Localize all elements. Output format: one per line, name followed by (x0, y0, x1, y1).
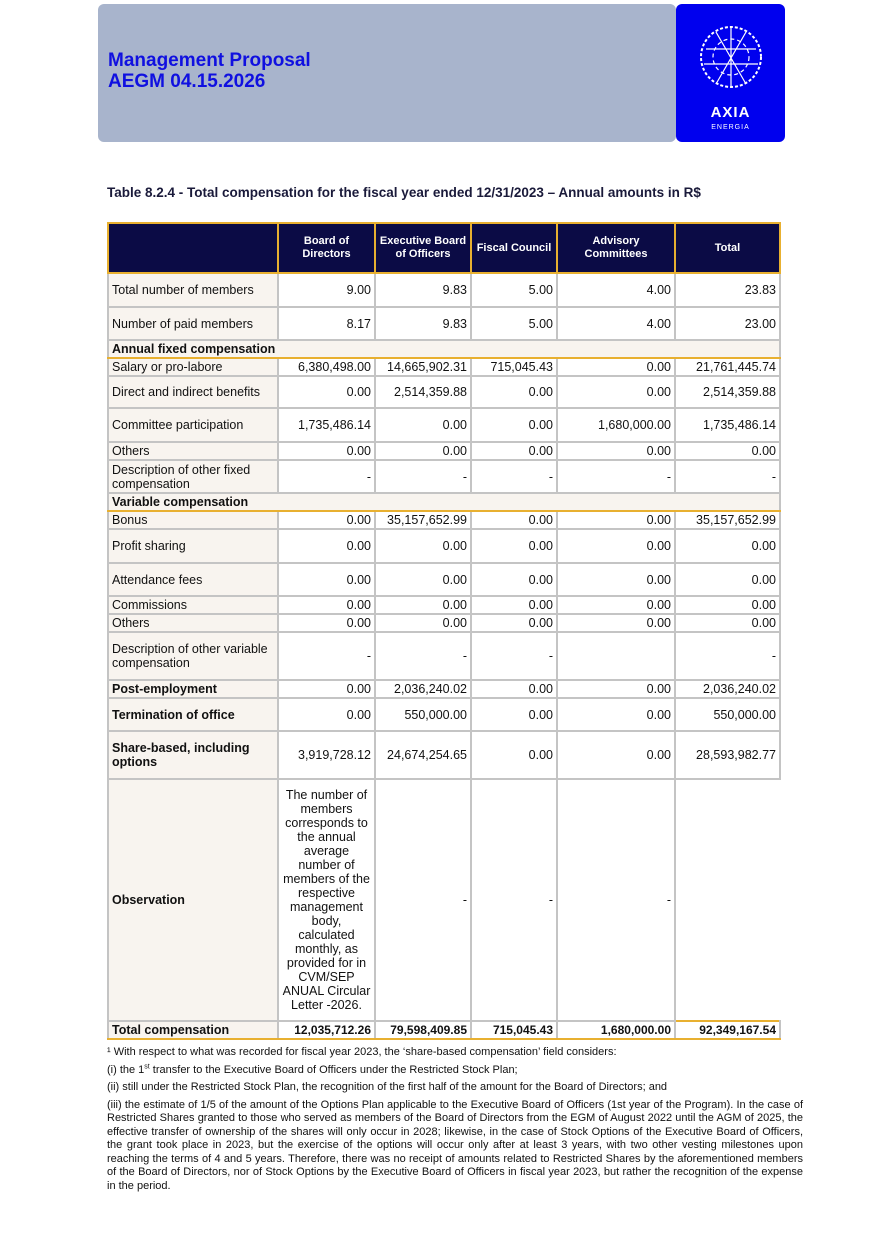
cell-value: 2,514,359.88 (375, 376, 471, 408)
section-header: Variable compensation (108, 493, 780, 511)
cell-value: 3,919,728.12 (278, 731, 375, 779)
cell-value: 24,674,254.65 (375, 731, 471, 779)
row-label: Committee participation (108, 408, 278, 442)
cell-value: 0.00 (278, 698, 375, 731)
table-row (108, 632, 780, 680)
cell-value: 0.00 (278, 442, 375, 460)
footnotes (107, 1046, 803, 1193)
cell-value: 0.00 (557, 698, 675, 731)
row-label: Commissions (108, 596, 278, 614)
table-row (108, 731, 780, 779)
cell-value: 0.00 (557, 614, 675, 632)
cell-value: 0.00 (375, 563, 471, 596)
cell-value: 715,045.43 (471, 358, 557, 376)
row-label: Others (108, 614, 278, 632)
cell-value: 0.00 (557, 680, 675, 698)
cell-value: 0.00 (471, 529, 557, 563)
observation-text: The number of members corresponds to the annual average number of members of the respective management body, calculated monthly, as provided for in CVM/SEP ANUAL Circular Letter -2026. (278, 779, 375, 1021)
cell-value: 0.00 (471, 376, 557, 408)
row-label: Total number of members (108, 273, 278, 307)
cell-value: 1,680,000.00 (557, 408, 675, 442)
cell-value: 0.00 (557, 596, 675, 614)
cell-value: 0.00 (557, 529, 675, 563)
cell-value: 23.83 (675, 273, 780, 307)
table-row (108, 511, 780, 529)
table-row (108, 493, 780, 511)
cell-value: 0.00 (557, 376, 675, 408)
table-caption: Table 8.2.4 - Total compensation for the fiscal year ended 12/31/2023 – Annual amounts in R$ (107, 185, 701, 200)
table-row (108, 1021, 780, 1039)
table-row (108, 273, 780, 307)
row-label: Share-based, including options (108, 731, 278, 779)
title-text: Management Proposal (108, 50, 311, 71)
footnote-i: (i) the 1st transfer to the Executive Board of Officers under the Restricted Stock Plan; (107, 1062, 518, 1076)
column-header: Fiscal Council (471, 223, 557, 273)
row-label: Attendance fees (108, 563, 278, 596)
table-row (108, 680, 780, 698)
logo-subtext: ENERGIA (711, 124, 750, 131)
column-header (108, 223, 278, 273)
cell-value: 8.17 (278, 307, 375, 340)
cell-value: 0.00 (375, 614, 471, 632)
globe-icon (696, 24, 766, 94)
header-banner (98, 4, 676, 142)
cell-value: 2,036,240.02 (675, 680, 780, 698)
cell-value: 4.00 (557, 307, 675, 340)
cell-value: 0.00 (278, 376, 375, 408)
table-row (108, 408, 780, 442)
cell-value: 0.00 (557, 563, 675, 596)
cell-value: 14,665,902.31 (375, 358, 471, 376)
column-header: Advisory Committees (557, 223, 675, 273)
table-row (108, 307, 780, 340)
cell-value: 0.00 (557, 442, 675, 460)
row-label: Termination of office (108, 698, 278, 731)
row-label: Description of other fixed compensation (108, 460, 278, 493)
cell-value: 0.00 (557, 731, 675, 779)
cell-value: 0.00 (675, 442, 780, 460)
column-header: Total (675, 223, 780, 273)
cell-value: - (471, 779, 557, 1021)
table-row (108, 596, 780, 614)
row-label: Bonus (108, 511, 278, 529)
table-row (108, 614, 780, 632)
cell-value: 92,349,167.54 (675, 1021, 780, 1039)
section-header: Annual fixed compensation (108, 340, 780, 358)
cell-value: - (471, 460, 557, 493)
cell-value: 0.00 (471, 408, 557, 442)
cell-value: 0.00 (278, 680, 375, 698)
cell-value: - (278, 460, 375, 493)
table-row (108, 698, 780, 731)
cell-value: 9.00 (278, 273, 375, 307)
subtitle-text: AEGM 04.15.2026 (108, 71, 266, 92)
row-label: Others (108, 442, 278, 460)
cell-value: 0.00 (471, 511, 557, 529)
cell-value: 0.00 (375, 596, 471, 614)
cell-value: - (557, 779, 675, 1021)
cell-value: 79,598,409.85 (375, 1021, 471, 1039)
cell-value: - (675, 632, 780, 680)
cell-value: 0.00 (278, 511, 375, 529)
cell-value: 550,000.00 (675, 698, 780, 731)
cell-value: 5.00 (471, 307, 557, 340)
row-label: Post-employment (108, 680, 278, 698)
table-row (108, 340, 780, 358)
cell-value: - (375, 632, 471, 680)
cell-value: 12,035,712.26 (278, 1021, 375, 1039)
table-row (108, 358, 780, 376)
cell-value: 0.00 (278, 596, 375, 614)
cell-value: 4.00 (557, 273, 675, 307)
table-row (108, 460, 780, 493)
cell-value: 550,000.00 (375, 698, 471, 731)
cell-value: 23.00 (675, 307, 780, 340)
cell-value: 0.00 (278, 563, 375, 596)
cell-value: 0.00 (471, 698, 557, 731)
cell-value: 0.00 (675, 563, 780, 596)
cell-value: 2,036,240.02 (375, 680, 471, 698)
cell-value: 0.00 (675, 614, 780, 632)
table-row (108, 529, 780, 563)
table-row (108, 779, 780, 1021)
cell-value: 0.00 (278, 529, 375, 563)
cell-value: 0.00 (557, 358, 675, 376)
cell-value: 35,157,652.99 (675, 511, 780, 529)
row-label: Salary or pro-labore (108, 358, 278, 376)
cell-value: 0.00 (375, 529, 471, 563)
axia-logo (676, 4, 785, 142)
cell-value: 0.00 (471, 442, 557, 460)
column-header: Board of Directors (278, 223, 375, 273)
row-label: Observation (108, 779, 278, 1021)
cell-value: - (557, 460, 675, 493)
cell-value: 0.00 (675, 529, 780, 563)
cell-value: 0.00 (471, 680, 557, 698)
cell-value: 0.00 (278, 614, 375, 632)
cell-value: 2,514,359.88 (675, 376, 780, 408)
cell-value: 21,761,445.74 (675, 358, 780, 376)
footnote-ii: (ii) still under the Restricted Stock Plan, the recognition of the first half of the amount for the Board of Directors; and (107, 1081, 668, 1093)
cell-value: - (278, 632, 375, 680)
cell-value: 9.83 (375, 307, 471, 340)
footnote-iii: (iii) the estimate of 1/5 of the amount of the Options Plan applicable to the Executive Board of Officers (1st year of the Program). In the case of Restricted Shares granted to those who served as members of the Board of Directors from the EGM of August 2022 until the AGM of 2025, the effective transfer of ownership of the shares will only occur in 2028; likewise, in the case of Stock Options of the Executive Board of Officers, the grant took place in 2023, but the exercise of the options will occur only after at least 3 years, with two other vesting milestones upon reaching the terms of 4 and 5 years. Therefore, there was no receipt of amounts related to Restricted Shares by the aforementioned members of the Board of Directors, nor of Stock Options by the Executive Board of Officers in fiscal year 2023, but rather the recognition of the expense in the period. (107, 1098, 803, 1192)
row-label: Profit sharing (108, 529, 278, 563)
row-label: Number of paid members (108, 307, 278, 340)
cell-value: 1,735,486.14 (675, 408, 780, 442)
cell-value: - (471, 632, 557, 680)
footnote-intro: ¹ With respect to what was recorded for fiscal year 2023, the ‘share-based compensation’ field considers: (107, 1046, 617, 1058)
content (107, 184, 803, 1197)
document-title (108, 50, 311, 92)
cell-value: 0.00 (471, 563, 557, 596)
cell-value: 0.00 (471, 731, 557, 779)
column-header: Executive Board of Officers (375, 223, 471, 273)
table-row (108, 563, 780, 596)
cell-value: 28,593,982.77 (675, 731, 780, 779)
cell-value (557, 632, 675, 680)
cell-value: - (375, 779, 471, 1021)
cell-value: - (375, 460, 471, 493)
table-row (108, 376, 780, 408)
cell-value: 1,680,000.00 (557, 1021, 675, 1039)
cell-value: 0.00 (557, 511, 675, 529)
cell-value: 1,735,486.14 (278, 408, 375, 442)
compensation-table (107, 222, 781, 1040)
row-label: Total compensation (108, 1021, 278, 1039)
cell-value: 0.00 (375, 408, 471, 442)
cell-value: 9.83 (375, 273, 471, 307)
cell-value: 5.00 (471, 273, 557, 307)
cell-value: 0.00 (375, 442, 471, 460)
row-label: Description of other variable compensation (108, 632, 278, 680)
cell-value: 0.00 (471, 596, 557, 614)
cell-value: 35,157,652.99 (375, 511, 471, 529)
cell-value: 0.00 (471, 614, 557, 632)
cell-value: 6,380,498.00 (278, 358, 375, 376)
cell-value: 0.00 (675, 596, 780, 614)
cell-value: 715,045.43 (471, 1021, 557, 1039)
table-row (108, 442, 780, 460)
header-row (108, 223, 780, 273)
row-label: Direct and indirect benefits (108, 376, 278, 408)
logo-text: AXIA (710, 104, 751, 121)
cell-value: - (675, 460, 780, 493)
